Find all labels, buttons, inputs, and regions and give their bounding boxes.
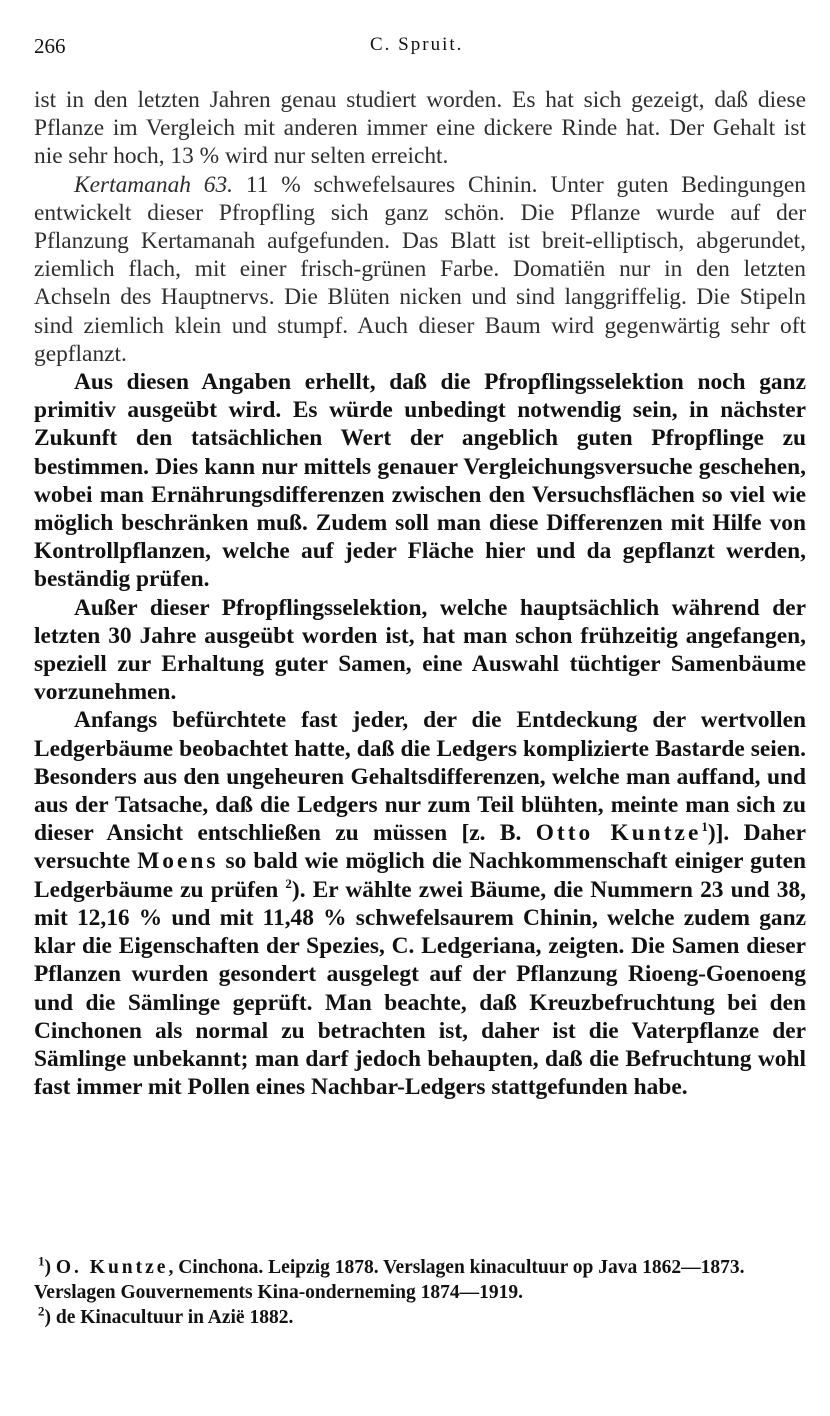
footnote-1-text: , Cinchona. Leipzig 1878. Verslagen kinacultuur op Java 1862—1873. Verslagen Gouvernements Kina-onderneming 1874—1919. [34,1257,745,1303]
footnotes [34,1255,806,1330]
footnote-author: O. Kuntze [55,1257,169,1278]
footnote-2: $^2$) de Kinacultuur in Azië 1882. [38,1303,294,1328]
page-number: 266 [34,34,66,58]
page-header [34,34,800,64]
paragraph-kertamanah [34,171,806,368]
ledger-text-a: Anfangs befürchtete fast jeder, der die Entdeckung der wertvollen Ledgerbäume beobachtet hatte, daß die Ledgers komplizierte Bastarde seien. Besonders aus den ungeheuren Gehaltsdifferenzen, welche man auffand, und aus der Tatsache, daß die Ledgers nur zum Teil blühten, meinte man sich zu dieser Ansicht entschließen zu müssen [z. B. [34,707,806,847]
ledger-text-b: )]. Daher versuchte [34,820,806,875]
paragraph-seed-trees: Außer dieser Pfropflingsselektion, welche hauptsächlich während der letzten 30 Jahre ausgeübt worden ist, hat man schon frühzeitig angefangen, speziell zur Erhaltung guter Samen, eine Auswahl tüchtiger Samenbäume vorzunehmen. [34,594,806,706]
running-head: C. Spruit. [370,34,464,55]
paragraph-continuation: ist in den letzten Jahren genau studiert worden. Es hat sich gezeigt, daß diese Pflanze im Vergleich mit anderen immer eine dickere Rinde hat. Der Gehalt ist nie sehr hoch, 13 % wird nur selten erreicht. [34,87,806,170]
footnote-mark-1: 1 [38,1253,45,1269]
clone-name: Kertamanah 63. [74,171,234,198]
ledger-text-c: so bald wie möglich die Nachkommenschaft einiger guten Ledgerbäume zu prüfen [34,848,806,903]
clone-description: 11 % schwefelsaures Chinin. Unter guten Bedingungen entwickelt dieser Pfropfling sich ganz schön. Die Pflanze wurde auf der Pflanzung Kertamanah aufgefunden. Das Blatt ist breit-elliptisch, abgerundet, ziemlich flach, mit einer frisch-grünen Farbe. Domatiën nur in den letzten Achseln des Hauptnervs. Die Blüten nicken und sind langgriffelig. Die Stipeln sind ziemlich klein und stumpf. Auch dieser Baum wird gegenwärtig sehr oft gepflanzt. [34,171,806,367]
ledger-text-d: ). Er wählte zwei Bäume, die Nummern 23 und 38, mit 12,16 % und mit 11,48 % schwefelsaurem Chinin, welche zudem ganz klar die Eigenschaften der Spezies, C. Ledgeriana, zeigten. Die Samen dieser Pflanzen wurden gesondert ausgelegt auf der Pflanzung Rioeng-Goenoeng und die Sämlinge geprüft. Man beachte, daß Kreuzbefruchtung bei den Cinchonen als normal zu betrachten ist, daher ist die Vaterpflanze der Sämlinge unbekannt; man darf jedoch behaupten, daß die Befruchtung wohl fast immer mit Pollen eines Nachbar-Ledgers stattgefunden habe. [34,876,806,1101]
author-moens: Moens [137,848,219,875]
footnote-2-text: de Kinacultuur in Azië 1882. [55,1307,294,1328]
footnote-ref-1[interactable]: 1 [701,819,708,835]
body-text [34,86,806,1101]
paragraph-selection: Aus diesen Angaben erhellt, daß die Pfropflingsselektion noch ganz primitiv ausgeübt wird. Es würde unbedingt notwendig sein, in nächster Zukunft den tatsächlichen Wert der angeblich guten Pfropflinge zu bestimmen. Dies kann nur mittels genauer Vergleichungsversuche geschehen, wobei man Ernährungsdifferenzen zwischen den Versuchsflächen so viel wie möglich beschränken muß. Zudem soll man diese Differenzen mit Hilfe von Kontrollpflanzen, welche auf jeder Fläche hier und da gepflanzt werden, beständig prüfen. [34,369,806,593]
paragraph-ledger-trees [34,706,806,1101]
author-kuntze: Otto Kuntze [535,820,702,847]
footnote-ref-2[interactable]: 2 [285,875,292,891]
footnote-mark-2: 2 [38,1303,45,1319]
footnote-1: $^1$) O. Kuntze, Cinchona. Leipzig 1878. Verslagen kinacultuur op Java 1862—1873. Verslagen Gouvernements Kina-onderneming 1874—1919. [34,1253,745,1303]
